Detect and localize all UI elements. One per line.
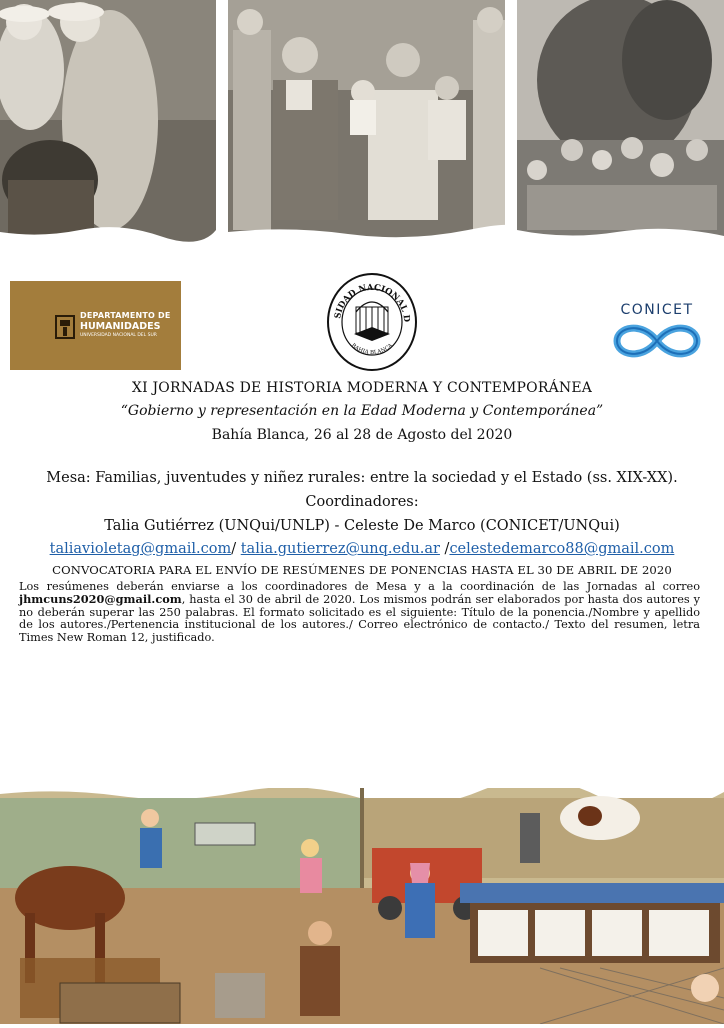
jornadas-email: jhmcuns2020@gmail.com — [19, 592, 182, 607]
children-group-photo — [517, 0, 724, 242]
submission-instructions — [19, 581, 700, 644]
seal-text-top: SIDAD NACIONAL D — [333, 282, 412, 323]
email-link-talia-1[interactable]: taliavioletag@gmail.com — [49, 541, 232, 557]
email-link-talia-2[interactable]: talia.gutierrez@unq.edu.ar — [240, 541, 440, 557]
humanidades-line3: UNIVERSIDAD NACIONAL DEL SUR — [80, 333, 157, 338]
event-place-date: Bahía Blanca, 26 al 28 de Agosto del 2020 — [211, 427, 513, 443]
coordinators-label: Coordinadores: — [305, 494, 419, 510]
seal-text-bottom: BAHIA BLANCA — [350, 342, 394, 357]
humanidades-line2: HUMANIDADES — [80, 321, 161, 332]
infinity-icon — [612, 324, 702, 358]
email-separator: / — [439, 541, 450, 557]
humanidades-logo — [10, 281, 181, 370]
women-harvesting-photo — [0, 0, 216, 242]
humanidades-line1: DEPARTAMENTO DE — [80, 311, 171, 320]
mesa-title: Mesa: Familias, juventudes y niñez rurales: entre la sociedad y el Estado (ss. XIX-XX). — [46, 470, 678, 486]
universidad-seal-logo — [326, 272, 418, 372]
convocatoria-heading: CONVOCATORIA PARA EL ENVÍO DE RESÚMENES DE PONENCIAS HASTA EL 30 DE ABRIL DE 2020 — [52, 563, 672, 577]
coordinator-emails — [0, 541, 724, 557]
instructions-part2: , hasta el 30 de abril de 2020. Los mismos podrán ser elaborados por hasta dos autores y no deberán superar las 250 palabras. El formato solicitado es el siguiente: Título de la ponencia./Nombre y apellido de los autores./Pertenencia institucional de los autores./ Correo electrónico de contacto./ Texto del resumen, letra Times New Roman 12, justificado. — [19, 593, 700, 644]
conicet-logo — [608, 302, 706, 362]
family-portrait-photo — [228, 0, 505, 242]
humanidades-emblem-icon — [54, 313, 76, 339]
event-title: XI JORNADAS DE HISTORIA MODERNA Y CONTEMPORÁNEA — [131, 380, 593, 396]
rural-farm-illustration — [0, 788, 724, 1024]
coordinators-names: Talia Gutiérrez (UNQui/UNLP) - Celeste De Marco (CONICET/UNQui) — [104, 518, 620, 534]
instructions-part1: Los resúmenes deberán enviarse a los coordinadores de Mesa y a la coordinación de las Jornadas al correo — [19, 580, 700, 593]
email-link-celeste[interactable]: celestedemarco88@gmail.com — [449, 541, 675, 557]
conicet-name: CONICET — [620, 302, 694, 318]
event-subtitle: “Gobierno y representación en la Edad Moderna y Contemporánea” — [120, 403, 604, 419]
email-separator: / — [231, 541, 241, 557]
